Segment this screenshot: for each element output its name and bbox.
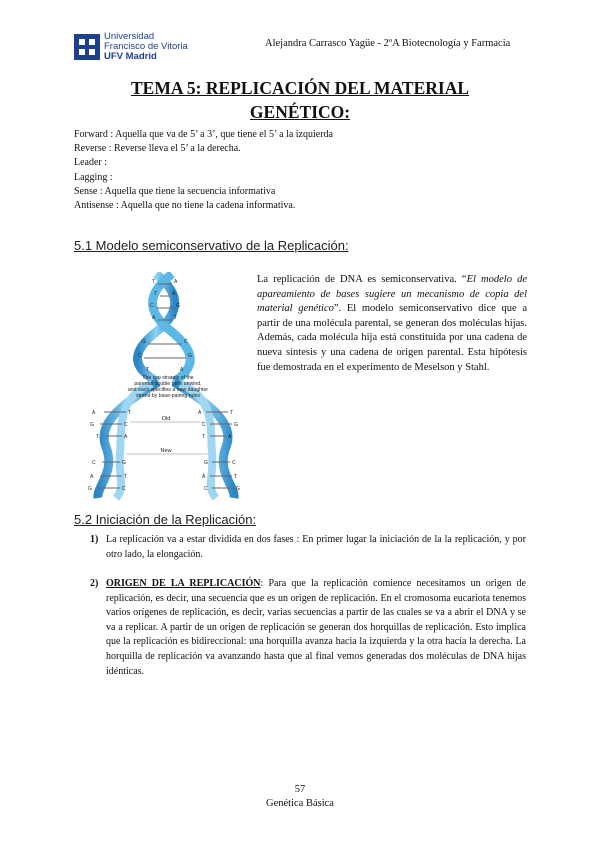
base-label: C bbox=[232, 460, 236, 466]
definition-sense: Sense : Aquella que tiene la secuencia informativa bbox=[74, 185, 276, 197]
base-label: C bbox=[138, 353, 142, 359]
base-label: A bbox=[198, 410, 202, 416]
list-item-1 bbox=[90, 533, 526, 562]
base-label: G bbox=[236, 486, 240, 492]
paragraph-quote: El modelo de apareamiento de bases sugiere un mecanismo de copia del material genético bbox=[257, 274, 527, 315]
section-heading-5-2: 5.2 Iniciación de la Replicación: bbox=[74, 512, 257, 527]
base-label: A bbox=[152, 315, 156, 321]
base-label: A bbox=[172, 291, 176, 297]
base-label: A bbox=[174, 279, 178, 285]
definition-reverse: Reverse : Reverse lleva el 5’ a la derecha. bbox=[74, 143, 241, 155]
base-label: C bbox=[204, 486, 208, 492]
figure-caption-line-3: and each specifies a new daughter bbox=[127, 387, 209, 393]
base-label: A bbox=[90, 474, 94, 480]
base-label: G bbox=[176, 303, 180, 309]
logo-line-1: Universidad bbox=[104, 31, 155, 42]
definition-leader: Leader : bbox=[74, 157, 108, 169]
definition-lagging: Lagging : bbox=[74, 171, 113, 183]
university-logo bbox=[74, 31, 188, 64]
base-label: T bbox=[146, 367, 150, 373]
label-old: Old bbox=[161, 416, 171, 422]
section-heading-5-1: 5.1 Modelo semiconservativo de la Replicación: bbox=[74, 238, 349, 253]
left-daughter-new-strand bbox=[116, 384, 152, 498]
base-label: G bbox=[142, 339, 146, 345]
base-label: C bbox=[124, 422, 128, 428]
list-item-text: La replicación va a estar dividida en dos fases : En primer lugar la iniciación de la la replicación, y por otro lado, la elongación. bbox=[106, 534, 526, 560]
base-label: T bbox=[152, 279, 156, 285]
definition-antisense: Antisense : Aquella que no tiene la cadena informativa. bbox=[74, 200, 296, 212]
footer-subject: Genética Básica bbox=[266, 798, 334, 809]
base-label: C bbox=[184, 339, 188, 345]
base-label: T bbox=[128, 410, 132, 416]
base-label: T bbox=[124, 474, 128, 480]
author-header: Alejandra Carrasco Yagüe - 2ºA Biotecnología y Farmacia bbox=[265, 38, 511, 49]
label-new: New bbox=[160, 448, 172, 454]
base-label: A bbox=[228, 434, 232, 440]
base-label: T bbox=[202, 434, 206, 440]
dna-replication-figure bbox=[86, 272, 246, 500]
base-label: A bbox=[202, 474, 206, 480]
page-title-line-1: TEMA 5: REPLICACIÓN DEL MATERIAL bbox=[130, 78, 470, 98]
logo-line-2: Francisco de Vitoria bbox=[104, 41, 188, 52]
semiconservative-paragraph bbox=[257, 273, 527, 375]
logo-emblem-icon bbox=[74, 34, 100, 60]
figure-caption-line-1: The two strands of the bbox=[142, 375, 194, 381]
right-daughter-new-strand bbox=[180, 384, 216, 498]
base-label: T bbox=[154, 291, 158, 297]
base-label: A bbox=[92, 410, 96, 416]
page-number: 57 bbox=[294, 784, 306, 795]
base-label: T bbox=[234, 474, 238, 480]
figure-caption-line-4: strand by base-pairing rules bbox=[135, 393, 201, 399]
paragraph-body: ”. El modelo semiconservativo dice que a partir de una molécula parental, se generan dos moléculas hijas. Además, cada molécula hija está constituida por una cadena de nueva síntesis y una cadena de origen parental. Esta hipótesis fue demostrada en el experimento de Meselson y Stahl. bbox=[257, 303, 527, 373]
base-label: A bbox=[124, 434, 128, 440]
base-label: G bbox=[90, 422, 94, 428]
base-label: C bbox=[202, 422, 206, 428]
list-item-2 bbox=[90, 577, 526, 679]
base-label: G bbox=[234, 422, 238, 428]
base-label: G bbox=[188, 353, 192, 359]
base-label: G bbox=[122, 460, 126, 466]
base-label: G bbox=[88, 486, 92, 492]
page-title-line-2: GENÉTICO: bbox=[249, 102, 351, 122]
base-label: A bbox=[180, 367, 184, 373]
definition-forward: Forward : Aquella que va de 5’ a 3’, que tiene el 5’ a la izquierda bbox=[74, 129, 333, 140]
base-label: T bbox=[174, 315, 178, 321]
list-item-text: : Para que la replicación comience necesitamos un origen de replicación, es decir, una secuencia que es un origen de replicación. En el cromosoma eucariota tenemos varios orígenes de replicación, es decir, varias secuencias a partir de las cuales se va a abrir el DNA y se va a replicar. A partir de un origen de replicación se generan dos horquillas de replicación. Esto implica que la replicación es bidireccional: una horquilla avanza hacia la izquierda y la otra hacia la derecha. La horquilla de replicación va avanzando hasta que al final vemos generadas dos moléculas de DNA hijas idénticas. bbox=[106, 578, 526, 677]
list-item-number: 1) bbox=[90, 534, 99, 545]
list-item-number: 2) bbox=[90, 578, 99, 589]
paragraph-intro: La replicación de DNA es semiconservativa. “ bbox=[257, 274, 467, 285]
base-label: T bbox=[230, 410, 234, 416]
logo-line-3: UFV Madrid bbox=[104, 51, 157, 62]
base-label: C bbox=[122, 486, 126, 492]
base-label: T bbox=[96, 434, 100, 440]
definitions-list bbox=[74, 128, 333, 213]
base-label: C bbox=[150, 303, 154, 309]
figure-caption-line-2: parental double helix unwind, bbox=[134, 381, 202, 387]
base-label: G bbox=[204, 460, 208, 466]
origin-replication-term: ORIGEN DE LA REPLICACIÓN bbox=[106, 578, 261, 589]
base-label: C bbox=[92, 460, 96, 466]
